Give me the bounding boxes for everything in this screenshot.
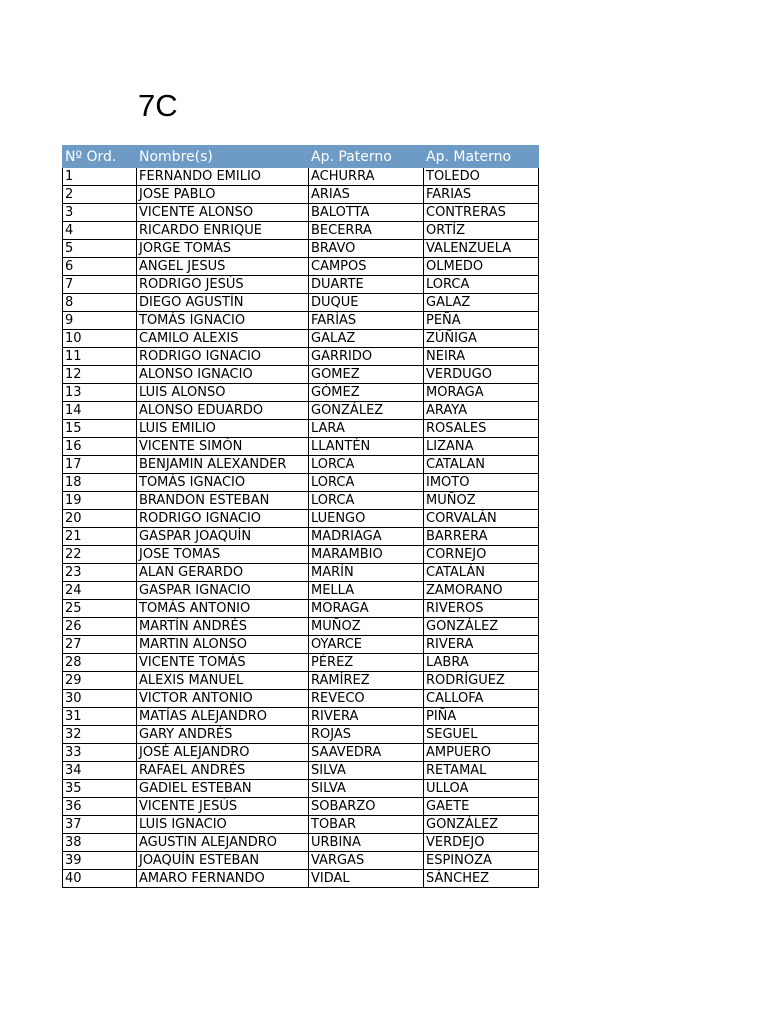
paternal-surname-cell: MORAGA (309, 600, 424, 618)
first-names-cell: FERNANDO EMILIO (137, 168, 309, 186)
paternal-surname-cell: SAAVEDRA (309, 744, 424, 762)
table-row (63, 456, 539, 474)
maternal-surname-cell: SÁNCHEZ (424, 870, 539, 888)
table-row (63, 798, 539, 816)
maternal-surname-cell: CONTRERAS (424, 204, 539, 222)
header-row (63, 146, 539, 168)
table-row (63, 420, 539, 438)
order-number-cell: 3 (63, 204, 137, 222)
paternal-surname-cell: FARÍAS (309, 312, 424, 330)
paternal-surname-cell: LORCA (309, 474, 424, 492)
paternal-surname-cell: BRAVO (309, 240, 424, 258)
table-row (63, 744, 539, 762)
first-names-cell: ANGEL JESUS (137, 258, 309, 276)
first-names-cell: LUIS ALONSO (137, 384, 309, 402)
order-number-cell: 22 (63, 546, 137, 564)
paternal-surname-cell: OYARCE (309, 636, 424, 654)
maternal-surname-cell: ESPINOZA (424, 852, 539, 870)
order-number-cell: 26 (63, 618, 137, 636)
order-number-cell: 9 (63, 312, 137, 330)
order-number-cell: 12 (63, 366, 137, 384)
paternal-surname-cell: BALOTTA (309, 204, 424, 222)
table-row (63, 636, 539, 654)
order-number-cell: 25 (63, 600, 137, 618)
table-row (63, 852, 539, 870)
table-row (63, 654, 539, 672)
table-row (63, 312, 539, 330)
table-row (63, 384, 539, 402)
maternal-surname-cell: ORTÍZ (424, 222, 539, 240)
order-number-cell: 23 (63, 564, 137, 582)
maternal-surname-cell: MORAGA (424, 384, 539, 402)
order-number-cell: 4 (63, 222, 137, 240)
first-names-cell: JOSÉ ALEJANDRO (137, 744, 309, 762)
order-number-cell: 10 (63, 330, 137, 348)
first-names-cell: AMARO FERNANDO (137, 870, 309, 888)
maternal-surname-cell: ARAYA (424, 402, 539, 420)
order-number-cell: 1 (63, 168, 137, 186)
table-row (63, 708, 539, 726)
table-row (63, 672, 539, 690)
maternal-surname-cell: GONZÁLEZ (424, 618, 539, 636)
first-names-cell: TOMÁS ANTONIO (137, 600, 309, 618)
order-number-cell: 33 (63, 744, 137, 762)
first-names-cell: ALONSO EDUARDO (137, 402, 309, 420)
table-row (63, 366, 539, 384)
page-title: 7C (138, 88, 178, 123)
paternal-surname-cell: CAMPOS (309, 258, 424, 276)
table-row (63, 204, 539, 222)
maternal-surname-cell: RETAMAL (424, 762, 539, 780)
order-number-cell: 39 (63, 852, 137, 870)
paternal-surname-cell: RAMÍREZ (309, 672, 424, 690)
maternal-surname-cell: NEIRA (424, 348, 539, 366)
first-names-cell: VICENTE ALONSO (137, 204, 309, 222)
order-number-cell: 29 (63, 672, 137, 690)
maternal-surname-cell: CORVALÁN (424, 510, 539, 528)
first-names-cell: RODRIGO IGNACIO (137, 348, 309, 366)
maternal-surname-cell: GONZÁLEZ (424, 816, 539, 834)
table-row (63, 510, 539, 528)
table-row (63, 528, 539, 546)
paternal-surname-cell: SILVA (309, 762, 424, 780)
student-roster-table (62, 145, 539, 888)
order-number-cell: 36 (63, 798, 137, 816)
paternal-surname-cell: URBINA (309, 834, 424, 852)
maternal-surname-cell: VALENZUELA (424, 240, 539, 258)
maternal-surname-cell: RODRÍGUEZ (424, 672, 539, 690)
table-row (63, 492, 539, 510)
first-names-cell: LUIS EMILIO (137, 420, 309, 438)
paternal-surname-cell: GARRIDO (309, 348, 424, 366)
table-row (63, 474, 539, 492)
maternal-surname-cell: RIVEROS (424, 600, 539, 618)
maternal-surname-cell: ULLOA (424, 780, 539, 798)
paternal-surname-cell: GÓMEZ (309, 384, 424, 402)
maternal-surname-cell: VERDEJO (424, 834, 539, 852)
order-number-cell: 13 (63, 384, 137, 402)
table-row (63, 276, 539, 294)
order-number-cell: 17 (63, 456, 137, 474)
table-row (63, 618, 539, 636)
first-names-cell: ALONSO IGNACIO (137, 366, 309, 384)
table-row (63, 834, 539, 852)
table-row (63, 402, 539, 420)
first-names-cell: BRANDON ESTEBAN (137, 492, 309, 510)
paternal-surname-cell: ROJAS (309, 726, 424, 744)
first-names-cell: RAFAEL ANDRÉS (137, 762, 309, 780)
order-number-cell: 2 (63, 186, 137, 204)
paternal-surname-cell: MELLA (309, 582, 424, 600)
order-number-cell: 21 (63, 528, 137, 546)
order-number-cell: 19 (63, 492, 137, 510)
order-number-cell: 38 (63, 834, 137, 852)
maternal-surname-cell: LIZANA (424, 438, 539, 456)
table-row (63, 546, 539, 564)
first-names-cell: GARY ANDRÉS (137, 726, 309, 744)
table-row (63, 222, 539, 240)
table-row (63, 258, 539, 276)
order-number-cell: 40 (63, 870, 137, 888)
paternal-surname-cell: LLANTÉN (309, 438, 424, 456)
order-number-cell: 28 (63, 654, 137, 672)
first-names-cell: RODRIGO IGNACIO (137, 510, 309, 528)
table-row (63, 168, 539, 186)
table-row (63, 294, 539, 312)
paternal-surname-cell: VIDAL (309, 870, 424, 888)
maternal-surname-cell: LORCA (424, 276, 539, 294)
paternal-surname-cell: GONZÁLEZ (309, 402, 424, 420)
table-header (63, 146, 539, 168)
maternal-surname-cell: CORNEJO (424, 546, 539, 564)
first-names-cell: JOSE PABLO (137, 186, 309, 204)
paternal-surname-cell: MARAMBIO (309, 546, 424, 564)
order-number-cell: 24 (63, 582, 137, 600)
first-names-cell: GADIEL ESTEBAN (137, 780, 309, 798)
table-row (63, 816, 539, 834)
order-number-cell: 8 (63, 294, 137, 312)
first-names-cell: VICENTE JESÚS (137, 798, 309, 816)
maternal-surname-cell: RIVERA (424, 636, 539, 654)
paternal-surname-cell: RIVERA (309, 708, 424, 726)
table-row (63, 726, 539, 744)
maternal-surname-cell: BARRERA (424, 528, 539, 546)
table-row (63, 564, 539, 582)
order-number-cell: 31 (63, 708, 137, 726)
header-maternal-surname: Ap. Materno (424, 146, 539, 168)
table-row (63, 348, 539, 366)
paternal-surname-cell: SILVA (309, 780, 424, 798)
paternal-surname-cell: SOBARZO (309, 798, 424, 816)
maternal-surname-cell: IMOTO (424, 474, 539, 492)
first-names-cell: VICENTE TOMÁS (137, 654, 309, 672)
first-names-cell: JOAQUÍN ESTEBAN (137, 852, 309, 870)
order-number-cell: 35 (63, 780, 137, 798)
first-names-cell: LUIS IGNACIO (137, 816, 309, 834)
paternal-surname-cell: MADRIAGA (309, 528, 424, 546)
paternal-surname-cell: BECERRA (309, 222, 424, 240)
order-number-cell: 30 (63, 690, 137, 708)
paternal-surname-cell: MARÍN (309, 564, 424, 582)
table-row (63, 870, 539, 888)
paternal-surname-cell: DUQUE (309, 294, 424, 312)
paternal-surname-cell: LORCA (309, 456, 424, 474)
order-number-cell: 32 (63, 726, 137, 744)
paternal-surname-cell: GALAZ (309, 330, 424, 348)
paternal-surname-cell: LUENGO (309, 510, 424, 528)
paternal-surname-cell: PÉREZ (309, 654, 424, 672)
paternal-surname-cell: ACHURRA (309, 168, 424, 186)
maternal-surname-cell: CATALAN (424, 456, 539, 474)
maternal-surname-cell: CALLOFA (424, 690, 539, 708)
first-names-cell: GASPAR IGNACIO (137, 582, 309, 600)
maternal-surname-cell: ROSALES (424, 420, 539, 438)
first-names-cell: ALAN GERARDO (137, 564, 309, 582)
maternal-surname-cell: PIÑA (424, 708, 539, 726)
table-row (63, 762, 539, 780)
order-number-cell: 37 (63, 816, 137, 834)
order-number-cell: 20 (63, 510, 137, 528)
first-names-cell: MARTIN ALONSO (137, 636, 309, 654)
table-row (63, 438, 539, 456)
first-names-cell: DIEGO AGUSTÍN (137, 294, 309, 312)
maternal-surname-cell: VERDUGO (424, 366, 539, 384)
header-first-names: Nombre(s) (137, 146, 309, 168)
order-number-cell: 6 (63, 258, 137, 276)
order-number-cell: 11 (63, 348, 137, 366)
first-names-cell: BENJAMIN ALEXANDER (137, 456, 309, 474)
maternal-surname-cell: MUÑOZ (424, 492, 539, 510)
table-row (63, 186, 539, 204)
order-number-cell: 27 (63, 636, 137, 654)
first-names-cell: GASPAR JOAQUÍN (137, 528, 309, 546)
first-names-cell: MATÍAS ALEJANDRO (137, 708, 309, 726)
paternal-surname-cell: TOBAR (309, 816, 424, 834)
order-number-cell: 5 (63, 240, 137, 258)
table-body (63, 168, 539, 888)
header-paternal-surname: Ap. Paterno (309, 146, 424, 168)
first-names-cell: TOMÁS IGNACIO (137, 312, 309, 330)
first-names-cell: VICENTE SIMÓN (137, 438, 309, 456)
order-number-cell: 34 (63, 762, 137, 780)
order-number-cell: 16 (63, 438, 137, 456)
paternal-surname-cell: REVECO (309, 690, 424, 708)
first-names-cell: CAMILO ALEXIS (137, 330, 309, 348)
first-names-cell: RICARDO ENRIQUE (137, 222, 309, 240)
first-names-cell: VICTOR ANTONIO (137, 690, 309, 708)
paternal-surname-cell: LARA (309, 420, 424, 438)
table-row (63, 780, 539, 798)
order-number-cell: 7 (63, 276, 137, 294)
maternal-surname-cell: LABRA (424, 654, 539, 672)
maternal-surname-cell: SEGUEL (424, 726, 539, 744)
paternal-surname-cell: DUARTE (309, 276, 424, 294)
table-row (63, 690, 539, 708)
order-number-cell: 14 (63, 402, 137, 420)
header-order-number: Nº Ord. (63, 146, 137, 168)
paternal-surname-cell: MUÑOZ (309, 618, 424, 636)
first-names-cell: ALEXIS MANUEL (137, 672, 309, 690)
table-row (63, 582, 539, 600)
paternal-surname-cell: VARGAS (309, 852, 424, 870)
maternal-surname-cell: CATALÁN (424, 564, 539, 582)
maternal-surname-cell: TOLEDO (424, 168, 539, 186)
first-names-cell: MARTÍN ANDRÉS (137, 618, 309, 636)
maternal-surname-cell: AMPUERO (424, 744, 539, 762)
table-row (63, 600, 539, 618)
table-row (63, 240, 539, 258)
first-names-cell: TOMÁS IGNACIO (137, 474, 309, 492)
maternal-surname-cell: ZÚÑIGA (424, 330, 539, 348)
paternal-surname-cell: GOMEZ (309, 366, 424, 384)
maternal-surname-cell: PEÑA (424, 312, 539, 330)
table-row (63, 330, 539, 348)
order-number-cell: 18 (63, 474, 137, 492)
first-names-cell: JOSE TOMAS (137, 546, 309, 564)
maternal-surname-cell: FARIAS (424, 186, 539, 204)
maternal-surname-cell: ZAMORANO (424, 582, 539, 600)
paternal-surname-cell: LORCA (309, 492, 424, 510)
first-names-cell: JORGE TOMÁS (137, 240, 309, 258)
maternal-surname-cell: GAETE (424, 798, 539, 816)
first-names-cell: RODRIGO JESÚS (137, 276, 309, 294)
maternal-surname-cell: OLMEDO (424, 258, 539, 276)
first-names-cell: AGUSTIN ALEJANDRO (137, 834, 309, 852)
maternal-surname-cell: GALAZ (424, 294, 539, 312)
order-number-cell: 15 (63, 420, 137, 438)
paternal-surname-cell: ARIAS (309, 186, 424, 204)
